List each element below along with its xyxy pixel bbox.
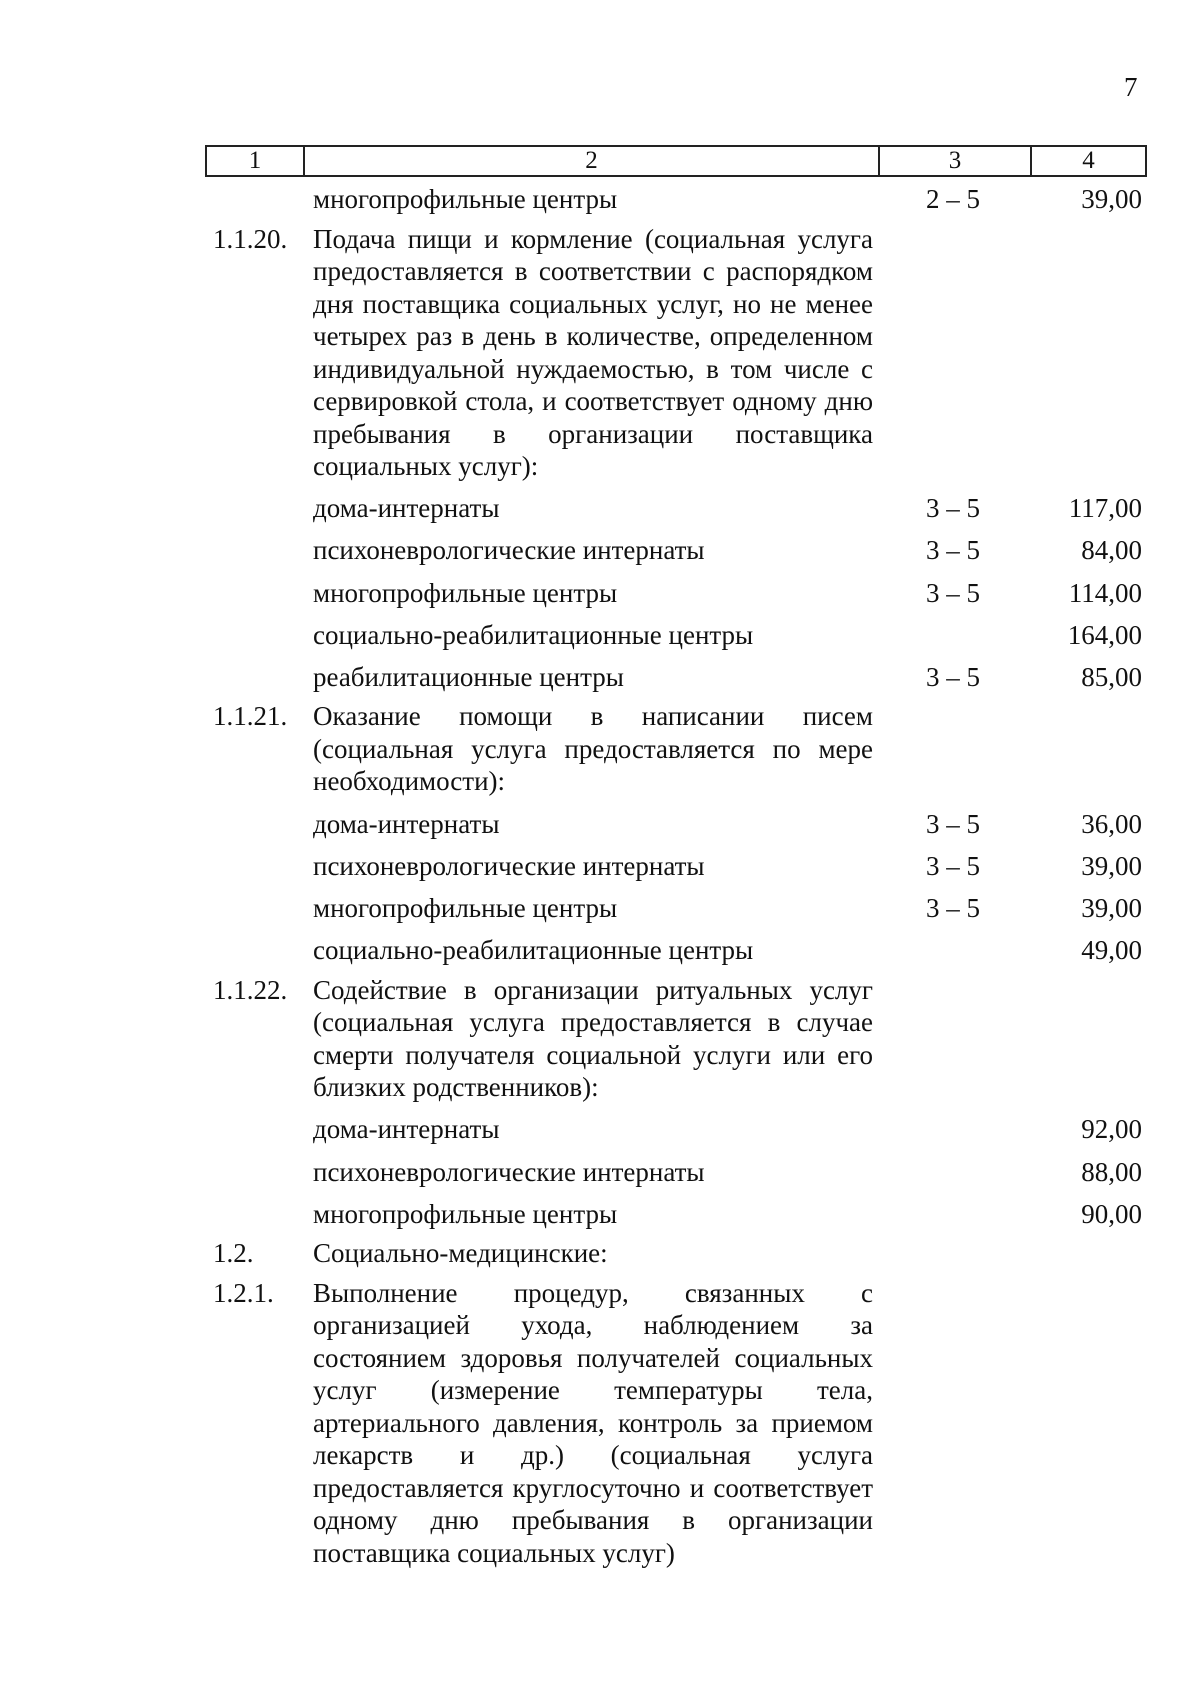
service-row bbox=[0, 223, 1200, 483]
service-range: 3 – 5 bbox=[926, 850, 980, 881]
service-range: 3 – 5 bbox=[926, 493, 980, 524]
service-price: 39,00 bbox=[1081, 184, 1142, 214]
service-subrow bbox=[0, 619, 1200, 652]
service-description: многопрофильные центры bbox=[313, 577, 618, 608]
service-description: Подача пищи и кормление (социальная услуга предоставляется в соответствии с распорядком дня поставщика социальных услуг, но не менее четырех раз в день в количестве, определенном индивидуальной нуждаемостью, в том числе с сервировкой стола, и соответствует одному дню пребывания в организации поставщика социальных услуг): bbox=[313, 223, 873, 481]
service-number: 1.1.20. bbox=[213, 223, 288, 254]
table-header-col-2: 2 bbox=[303, 145, 880, 177]
service-subrow bbox=[0, 534, 1200, 567]
service-subrow bbox=[0, 808, 1200, 841]
service-description: Содействие в организации ритуальных услуг (социальная услуга предоставляется в случае смерти получателя социальной услуги или его близких родственников): bbox=[313, 974, 873, 1103]
service-price: 84,00 bbox=[1081, 535, 1142, 566]
service-price: 92,00 bbox=[1081, 1114, 1142, 1145]
service-description: психоневрологические интернаты bbox=[313, 535, 705, 566]
service-price: 39,00 bbox=[1081, 850, 1142, 881]
service-price: 114,00 bbox=[1068, 577, 1142, 608]
service-row bbox=[0, 1277, 1200, 1570]
service-subrow bbox=[0, 1156, 1200, 1189]
service-description: многопрофильные центры bbox=[313, 184, 618, 214]
table-header-col-1: 1 bbox=[205, 145, 305, 177]
service-description: многопрофильные центры bbox=[313, 1198, 618, 1229]
service-description: социально-реабилитационные центры bbox=[313, 619, 754, 650]
service-subrow bbox=[0, 661, 1200, 694]
table-header-col-4: 4 bbox=[1030, 145, 1147, 177]
service-subrow bbox=[0, 183, 1200, 216]
service-subrow bbox=[0, 934, 1200, 967]
service-description: Оказание помощи в написании писем (социальная услуга предоставляется по мере необходимости): bbox=[313, 701, 873, 797]
service-description: психоневрологические интернаты bbox=[313, 1156, 705, 1187]
service-range: 2 – 5 bbox=[926, 184, 980, 214]
service-description: многопрофильные центры bbox=[313, 893, 618, 923]
service-subrow bbox=[0, 1113, 1200, 1146]
service-description: Выполнение процедур, связанных с организацией ухода, наблюдением за состоянием здоровья получателей социальных услуг (измерение температуры тела, артериального давления, контроль за приемом лекарств и др.) (социальная услуга предоставляется круглосуточно и соответствует одному дню пребывания в организации поставщика социальных услуг) bbox=[313, 1277, 873, 1568]
service-description: психоневрологические интернаты bbox=[313, 850, 705, 881]
service-subrow bbox=[0, 850, 1200, 883]
service-number: 1.1.21. bbox=[213, 701, 288, 732]
service-number: 1.2.1. bbox=[213, 1277, 274, 1308]
service-subrow bbox=[0, 892, 1200, 925]
service-row bbox=[0, 1237, 1200, 1270]
service-price: 36,00 bbox=[1081, 808, 1142, 839]
service-range: 3 – 5 bbox=[926, 808, 980, 839]
service-range: 3 – 5 bbox=[926, 535, 980, 566]
service-number: 1.1.22. bbox=[213, 974, 288, 1005]
service-number: 1.2. bbox=[213, 1238, 254, 1269]
service-row bbox=[0, 700, 1200, 798]
service-price: 164,00 bbox=[1067, 619, 1142, 650]
service-price: 90,00 bbox=[1081, 1198, 1142, 1229]
service-subrow bbox=[0, 577, 1200, 610]
service-range: 3 – 5 bbox=[926, 661, 980, 692]
page-number: 7 bbox=[1124, 72, 1138, 102]
service-range: 3 – 5 bbox=[926, 577, 980, 608]
service-description: дома-интернаты bbox=[313, 808, 500, 839]
service-description: дома-интернаты bbox=[313, 493, 500, 524]
service-range: 3 – 5 bbox=[926, 893, 980, 923]
service-price: 117,00 bbox=[1068, 493, 1142, 524]
service-description: дома-интернаты bbox=[313, 1114, 500, 1145]
service-description: социально-реабилитационные центры bbox=[313, 935, 754, 966]
tariff-table-body bbox=[0, 183, 1200, 1569]
service-row bbox=[0, 974, 1200, 1104]
service-price: 39,00 bbox=[1081, 893, 1142, 923]
service-price: 49,00 bbox=[1081, 935, 1142, 966]
service-price: 88,00 bbox=[1081, 1156, 1142, 1187]
service-description: Социально-медицинские: bbox=[313, 1238, 608, 1269]
service-subrow bbox=[0, 492, 1200, 525]
table-header-col-3: 3 bbox=[878, 145, 1032, 177]
service-description: реабилитационные центры bbox=[313, 661, 624, 692]
service-subrow bbox=[0, 1198, 1200, 1231]
service-price: 85,00 bbox=[1081, 661, 1142, 692]
